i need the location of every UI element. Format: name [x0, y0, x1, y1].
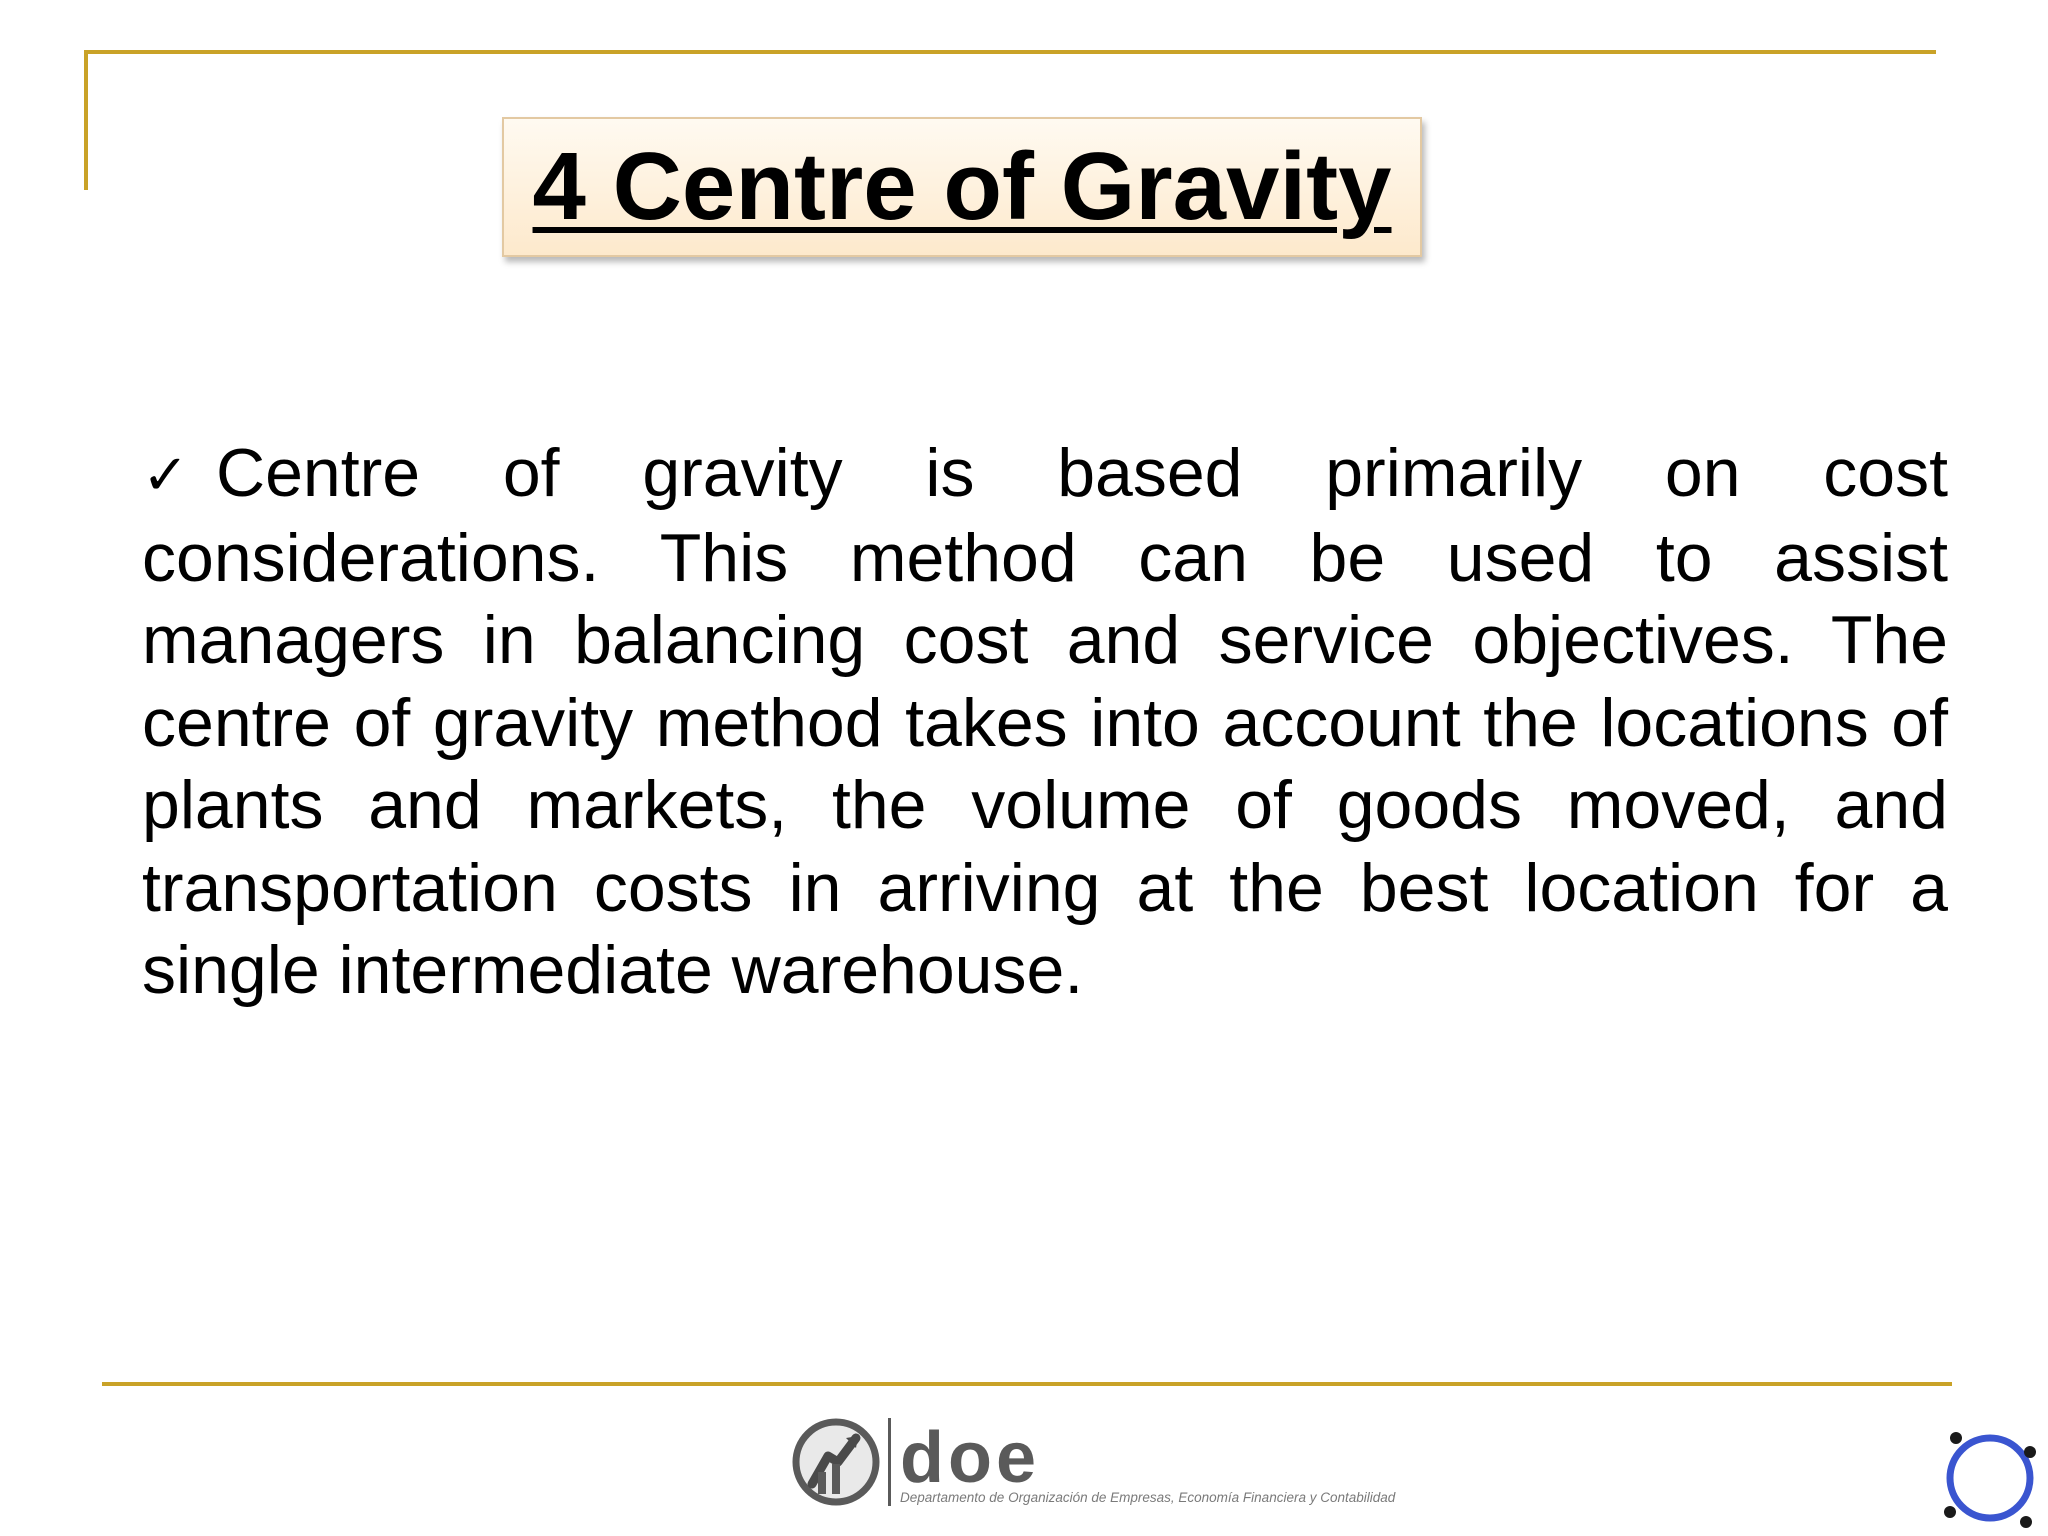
left-frame-line: [84, 50, 88, 190]
bottom-frame-line: [102, 1382, 1952, 1386]
bullet-item: [142, 432, 1948, 1012]
doe-logo: [788, 1412, 1468, 1512]
bullet-text: Centre of gravity is based primarily on cost considerations. This method can be used to assist managers in balancing cost and service objectives. The centre of gravity method takes into account the locations of plants and markets, the volume of goods moved, and transportation costs in arriving at the best location for a single intermediate warehouse.: [142, 435, 1948, 1008]
corner-ring-logo: [1936, 1424, 2044, 1532]
logo-wordmark: doe: [900, 1418, 1041, 1498]
logo-subtitle: Departamento de Organización de Empresas, Economía Financiera y Contabilidad: [900, 1490, 1396, 1505]
slide-title: 4 Centre of Gravity: [532, 133, 1392, 240]
top-frame-line: [84, 50, 1936, 54]
title-box: [502, 117, 1422, 257]
checkmark-icon: ✓: [142, 443, 189, 506]
